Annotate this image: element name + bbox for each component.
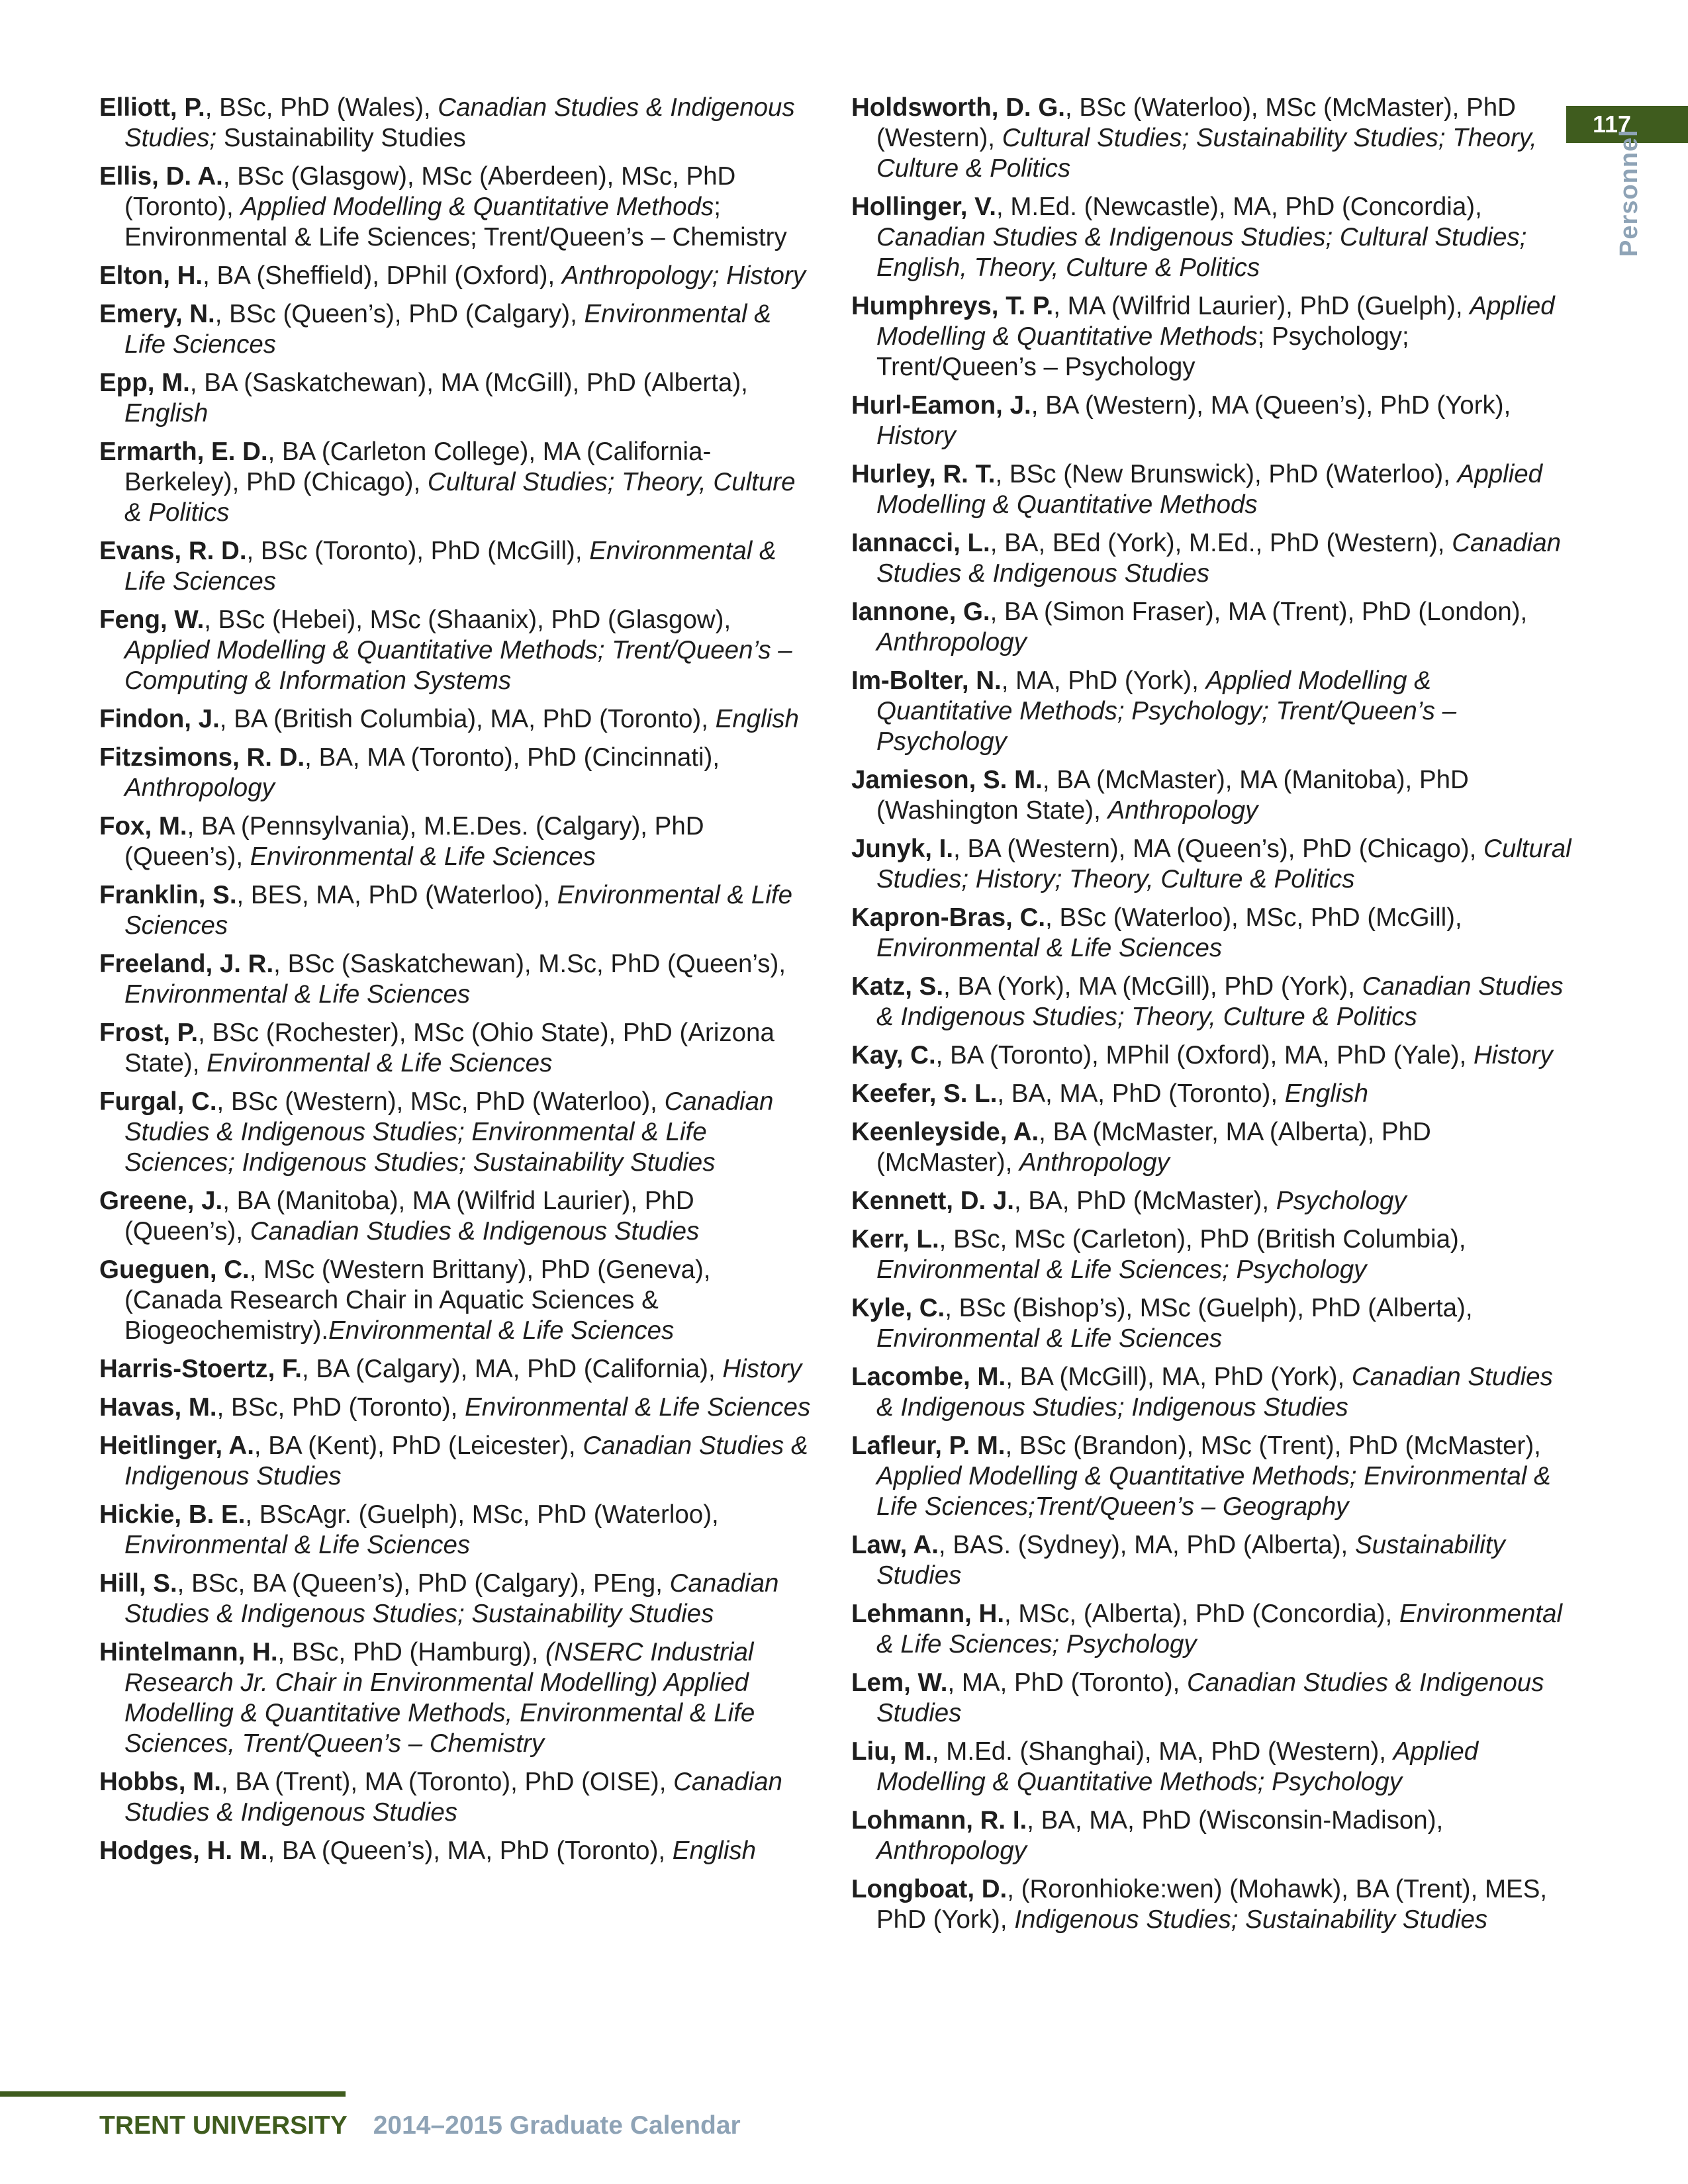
personnel-credentials: , BSc (New Brunswick), PhD (Waterloo), [995,460,1458,488]
personnel-name: Findon, J. [99,705,220,733]
personnel-name: Kay, C. [851,1041,936,1069]
personnel-departments: English [715,705,799,733]
personnel-credentials: , BSc, BA (Queen’s), PhD (Calgary), PEng, [177,1569,670,1598]
personnel-departments-tail: Sustainability Studies [216,124,466,152]
personnel-name: Lohmann, R. I. [851,1806,1027,1835]
personnel-entry [851,903,1573,964]
personnel-credentials: , BA, MA, PhD (Wisconsin-Madison), [1027,1806,1444,1835]
personnel-credentials: , MSc (Western Brittany), PhD (Geneva), (Canada Research Chair in Aquatic Sciences & Biogeochemistry). [124,1255,711,1345]
personnel-name: Law, A. [851,1531,939,1559]
personnel-entry [99,743,811,803]
personnel-departments: History [722,1355,802,1383]
personnel-credentials: , M.Ed. (Newcastle), MA, PhD (Concordia), [996,193,1482,221]
personnel-departments: Applied Modelling & Quantitative Methods; Environmental & Life Sciences;Trent/Queen’s – Geography [876,1462,1551,1521]
personnel-credentials: , BSc (Toronto), PhD (McGill), [246,537,590,565]
personnel-departments: English [1284,1079,1369,1108]
personnel-credentials: , BSc, MSc (Carleton), PhD (British Columbia), [939,1225,1466,1253]
personnel-credentials: , BA (Pennsylvania), M.E.Des. (Calgary), PhD (Queen’s), [124,812,704,871]
personnel-name: Kerr, L. [851,1225,939,1253]
personnel-departments: Cultural Studies; Sustainability Studies; Theory, Culture & Politics [876,124,1537,183]
personnel-credentials: , BA (Western), MA (Queen’s), PhD (York), [1031,391,1511,420]
personnel-departments: Anthropology [1107,796,1258,825]
personnel-departments: Environmental & Life Sciences [124,980,471,1009]
personnel-credentials: , BSc (Brandon), MSc (Trent), PhD (McMaster), [1005,1432,1541,1460]
section-label: Personnel [1615,129,1643,257]
personnel-name: Gueguen, C. [99,1255,250,1284]
personnel-name: Kyle, C. [851,1294,945,1322]
personnel-entry [99,704,811,735]
personnel-departments: Canadian Studies & Indigenous Studies; Theory, Culture & Politics [876,972,1564,1031]
personnel-entry [851,1431,1573,1522]
personnel-entry [99,949,811,1010]
personnel-entry [99,536,811,597]
personnel-entry [851,1599,1573,1660]
personnel-credentials: , BA (McGill), MA, PhD (York), [1006,1363,1352,1391]
personnel-departments: Applied Modelling & Quantitative Methods; Psychology; Trent/Queen’s – Psychology [876,666,1456,756]
personnel-departments: Canadian Studies & Indigenous Studies [250,1217,700,1246]
personnel-entry [851,1186,1573,1216]
personnel-name: Fox, M. [99,812,187,841]
personnel-departments: History [876,422,956,450]
personnel-departments: Anthropology [124,774,275,802]
personnel-departments: Applied Modelling & Quantitative Methods [240,193,714,221]
footer-university: TRENT UNIVERSITY [99,2111,348,2140]
personnel-departments: Indigenous Studies; Sustainability Studies [1014,1905,1488,1934]
personnel-entry [99,1500,811,1561]
personnel-entry [99,1018,811,1079]
personnel-name: Iannone, G. [851,598,990,626]
personnel-name: Freeland, J. R. [99,950,274,978]
personnel-departments: Environmental & Life Sciences [876,934,1223,962]
personnel-departments: Anthropology [1019,1148,1170,1177]
personnel-departments: Applied Modelling & Quantitative Methods [876,460,1543,519]
personnel-entry [99,1569,811,1629]
personnel-name: Franklin, S. [99,881,237,909]
personnel-departments: English [672,1837,757,1865]
personnel-entry [851,834,1573,895]
personnel-departments: Cultural Studies; Theory, Culture & Politics [124,468,796,527]
personnel-credentials: , BA (Western), MA (Queen’s), PhD (Chicago), [953,835,1484,863]
personnel-entry [99,93,811,154]
personnel-departments: Environmental & Life Sciences [124,1531,471,1559]
personnel-credentials: , BA (Queen’s), MA, PhD (Toronto), [267,1837,673,1865]
personnel-name: Lem, W. [851,1668,948,1697]
personnel-entry [99,299,811,360]
personnel-credentials: , MA, PhD (Toronto), [947,1668,1188,1697]
personnel-credentials: , BSc (Waterloo), MSc, PhD (McGill), [1045,903,1462,932]
personnel-name: Greene, J. [99,1187,223,1215]
personnel-entry [99,811,811,872]
personnel-entry [851,291,1573,383]
personnel-name: Hintelmann, H. [99,1638,278,1666]
personnel-departments: Canadian Studies & Indigenous Studies [876,1668,1544,1727]
personnel-credentials: , BA (Sheffield), DPhil (Oxford), [203,261,562,290]
right-column [851,93,1573,1943]
personnel-entry [851,1117,1573,1178]
personnel-departments: Environmental & Life Sciences; Psychology [876,1255,1367,1284]
personnel-name: Iannacci, L. [851,529,990,557]
personnel-credentials: , BES, MA, PhD (Waterloo), [236,881,557,909]
personnel-credentials: , BA, BEd (York), M.Ed., PhD (Western), [990,529,1452,557]
personnel-name: Hurley, R. T. [851,460,996,488]
personnel-credentials: , BSc (Saskatchewan), M.Sc, PhD (Queen’s), [273,950,786,978]
personnel-credentials: , BA (Trent), MA (Toronto), PhD (OISE), [220,1768,674,1796]
personnel-departments: Psychology [1276,1187,1407,1215]
personnel-entry [851,1040,1573,1071]
personnel-credentials: , BA (British Columbia), MA, PhD (Toronto), [219,705,716,733]
personnel-entry [851,1668,1573,1729]
personnel-credentials: , BSc (Western), MSc, PhD (Waterloo), [216,1087,665,1116]
personnel-name: Katz, S. [851,972,944,1001]
personnel-credentials: , BA (Saskatchewan), MA (McGill), PhD (Alberta), [189,369,748,397]
personnel-name: Lacombe, M. [851,1363,1006,1391]
personnel-name: Keenleyside, A. [851,1118,1039,1146]
personnel-entry [99,437,811,528]
personnel-credentials: , BA (Toronto), MPhil (Oxford), MA, PhD (Yale), [935,1041,1474,1069]
personnel-departments: Environmental & Life Sciences [207,1049,553,1077]
personnel-name: Elton, H. [99,261,203,290]
personnel-entry [99,1255,811,1346]
personnel-credentials: , BSc (Hebei), MSc (Shaanix), PhD (Glasgow), [204,606,731,634]
personnel-name: Im-Bolter, N. [851,666,1002,695]
personnel-name: Harris-Stoertz, F. [99,1355,302,1383]
personnel-departments: Canadian Studies & Indigenous Studies; Cultural Studies; English, Theory, Culture & Politics [876,223,1527,282]
personnel-credentials: , BA, MA, PhD (Toronto), [997,1079,1285,1108]
personnel-departments: Environmental & Life Sciences [124,537,776,596]
personnel-name: Holdsworth, D. G. [851,93,1065,122]
personnel-entry [99,1431,811,1492]
personnel-entry [851,1530,1573,1591]
personnel-name: Ermarth, E. D. [99,437,268,466]
personnel-credentials: , BA, PhD (McMaster), [1014,1187,1276,1215]
personnel-entry [99,1186,811,1247]
personnel-name: Elliott, P. [99,93,205,122]
personnel-name: Evans, R. D. [99,537,247,565]
personnel-departments: Sustainability Studies [876,1531,1505,1590]
personnel-credentials: , BA (Kent), PhD (Leicester), [254,1432,583,1460]
personnel-credentials: , BSc, PhD (Toronto), [216,1393,465,1422]
personnel-entry [99,368,811,429]
personnel-departments: Applied Modelling & Quantitative Methods; Psychology [876,1737,1479,1796]
personnel-departments: Canadian Studies & Indigenous Studies; Sustainability Studies [124,1569,779,1628]
personnel-name: Epp, M. [99,369,190,397]
personnel-credentials: , BA (Carleton College), MA (California-Berkeley), PhD (Chicago), [124,437,712,496]
personnel-entry [851,1079,1573,1109]
personnel-departments: Anthropology [876,628,1027,657]
personnel-name: Feng, W. [99,606,205,634]
personnel-credentials: , BA (McMaster, MA (Alberta), PhD (McMaster), [876,1118,1431,1177]
personnel-departments-tail: ; Psychology; Trent/Queen’s – Psychology [876,322,1409,381]
personnel-name: Hollinger, V. [851,193,996,221]
personnel-entry [99,1767,811,1828]
personnel-departments: Canadian Studies & Indigenous Studies; Indigenous Studies [876,1363,1553,1422]
personnel-departments: Environmental & Life Sciences [124,881,793,940]
personnel-entry [851,390,1573,451]
personnel-name: Keefer, S. L. [851,1079,998,1108]
personnel-departments: Environmental & Life Sciences [328,1316,675,1345]
personnel-name: Kennett, D. J. [851,1187,1015,1215]
personnel-credentials: , BSc (Bishop’s), MSc (Guelph), PhD (Alberta), [945,1294,1473,1322]
personnel-name: Longboat, D. [851,1875,1008,1903]
personnel-credentials: , BSc, PhD (Wales), [205,93,438,122]
personnel-departments: (NSERC Industrial Research Jr. Chair in Environmental Modelling) Applied Modelling & Quantitative Methods, Environmental & Life Sciences, Trent/Queen’s – Chemistry [124,1638,755,1758]
personnel-entry [99,161,811,253]
personnel-departments: Environmental & Life Sciences [876,1324,1223,1353]
personnel-name: Lafleur, P. M. [851,1432,1006,1460]
personnel-name: Hobbs, M. [99,1768,221,1796]
personnel-credentials: , BA (McMaster), MA (Manitoba), PhD (Washington State), [876,766,1469,825]
personnel-credentials: , BSc (Queen’s), PhD (Calgary), [214,300,585,328]
personnel-name: Kapron-Bras, C. [851,903,1046,932]
personnel-name: Liu, M. [851,1737,932,1766]
footer [99,2111,741,2140]
personnel-credentials: , BAS. (Sydney), MA, PhD (Alberta), [938,1531,1355,1559]
personnel-name: Hurl-Eamon, J. [851,391,1031,420]
personnel-credentials: , BSc, PhD (Hamburg), [277,1638,545,1666]
personnel-entry [99,605,811,696]
personnel-name: Hickie, B. E. [99,1500,246,1529]
personnel-departments: History [1473,1041,1553,1069]
personnel-credentials: , BA, MA (Toronto), PhD (Cincinnati), [305,743,720,772]
personnel-entry [851,765,1573,826]
personnel-name: Heitlinger, A. [99,1432,254,1460]
personnel-entry [851,1737,1573,1797]
personnel-departments: Canadian Studies & Indigenous Studies [876,529,1562,588]
personnel-departments: Environmental & Life Sciences [465,1393,811,1422]
personnel-departments: Canadian Studies & Indigenous Studies; [124,93,795,152]
personnel-entry [851,93,1573,184]
personnel-credentials: , (Roronhioke:wen) (Mohawk), BA (Trent), MES, PhD (York), [876,1875,1548,1934]
personnel-entry [851,666,1573,757]
personnel-departments: Anthropology [876,1837,1027,1865]
personnel-name: Lehmann, H. [851,1600,1005,1628]
personnel-name: Junyk, I. [851,835,954,863]
personnel-entry [99,1637,811,1759]
personnel-entry [851,1805,1573,1866]
personnel-credentials: , BSc (Rochester), MSc (Ohio State), PhD (Arizona State), [124,1019,774,1077]
personnel-departments-tail: ; Environmental & Life Sciences; Trent/Queen’s – Chemistry [124,193,787,251]
personnel-credentials: , BSc (Glasgow), MSc (Aberdeen), MSc, PhD (Toronto), [124,162,736,221]
personnel-entry [99,1087,811,1178]
personnel-credentials: , MA (Wilfrid Laurier), PhD (Guelph), [1053,292,1470,320]
personnel-credentials: , BScAgr. (Guelph), MSc, PhD (Waterloo), [245,1500,719,1529]
personnel-name: Emery, N. [99,300,215,328]
personnel-name: Hodges, H. M. [99,1837,268,1865]
personnel-name: Fitzsimons, R. D. [99,743,305,772]
personnel-entry [851,1224,1573,1285]
page-number: 117 [1566,106,1688,143]
personnel-name: Frost, P. [99,1019,199,1047]
personnel-credentials: , MSc, (Alberta), PhD (Concordia), [1004,1600,1399,1628]
personnel-entry [851,1874,1573,1935]
personnel-name: Jamieson, S. M. [851,766,1043,794]
personnel-departments: Canadian Studies & Indigenous Studies; Environmental & Life Sciences; Indigenous Studies; Sustainability Studies [124,1087,774,1177]
personnel-entry [99,1392,811,1423]
personnel-credentials: , BA (Manitoba), MA (Wilfrid Laurier), PhD (Queen’s), [124,1187,694,1246]
personnel-entry [851,459,1573,520]
personnel-entry [99,1836,811,1866]
personnel-entry [851,192,1573,283]
personnel-name: Hill, S. [99,1569,177,1598]
personnel-departments: English [124,399,209,428]
personnel-credentials: , BA (Simon Fraser), MA (Trent), PhD (London), [990,598,1528,626]
personnel-departments: Cultural Studies; History; Theory, Culture & Politics [876,835,1571,893]
footer-calendar: 2014–2015 Graduate Calendar [373,2111,741,2140]
personnel-entry [851,1293,1573,1354]
personnel-departments: Environmental & Life Sciences; Psychology [876,1600,1563,1659]
personnel-name: Ellis, D. A. [99,162,223,191]
personnel-entry [851,528,1573,589]
personnel-departments: Environmental & Life Sciences [124,300,771,359]
personnel-entry [99,261,811,291]
personnel-departments: Canadian Studies & Indigenous Studies [124,1768,782,1827]
personnel-credentials: , BA (York), MA (McGill), PhD (York), [943,972,1362,1001]
personnel-credentials: , M.Ed. (Shanghai), MA, PhD (Western), [931,1737,1393,1766]
personnel-departments: Environmental & Life Sciences [250,842,596,871]
personnel-entry [851,1362,1573,1423]
personnel-credentials: , MA, PhD (York), [1001,666,1206,695]
personnel-entry [99,880,811,941]
personnel-departments: Applied Modelling & Quantitative Methods [876,292,1555,351]
personnel-departments: Canadian Studies & Indigenous Studies [124,1432,808,1490]
personnel-name: Havas, M. [99,1393,217,1422]
personnel-entry [99,1354,811,1385]
personnel-departments: Anthropology; History [561,261,806,290]
personnel-name: Humphreys, T. P. [851,292,1054,320]
footer-rule [0,2091,346,2097]
personnel-departments: Applied Modelling & Quantitative Methods; Trent/Queen’s – Computing & Information Systems [124,636,792,695]
personnel-credentials: , BA (Calgary), MA, PhD (California), [301,1355,723,1383]
personnel-entry [851,597,1573,658]
personnel-entry [851,972,1573,1032]
personnel-name: Furgal, C. [99,1087,217,1116]
left-column [99,93,811,1874]
personnel-credentials: , BSc (Waterloo), MSc (McMaster), PhD (Western), [876,93,1516,152]
